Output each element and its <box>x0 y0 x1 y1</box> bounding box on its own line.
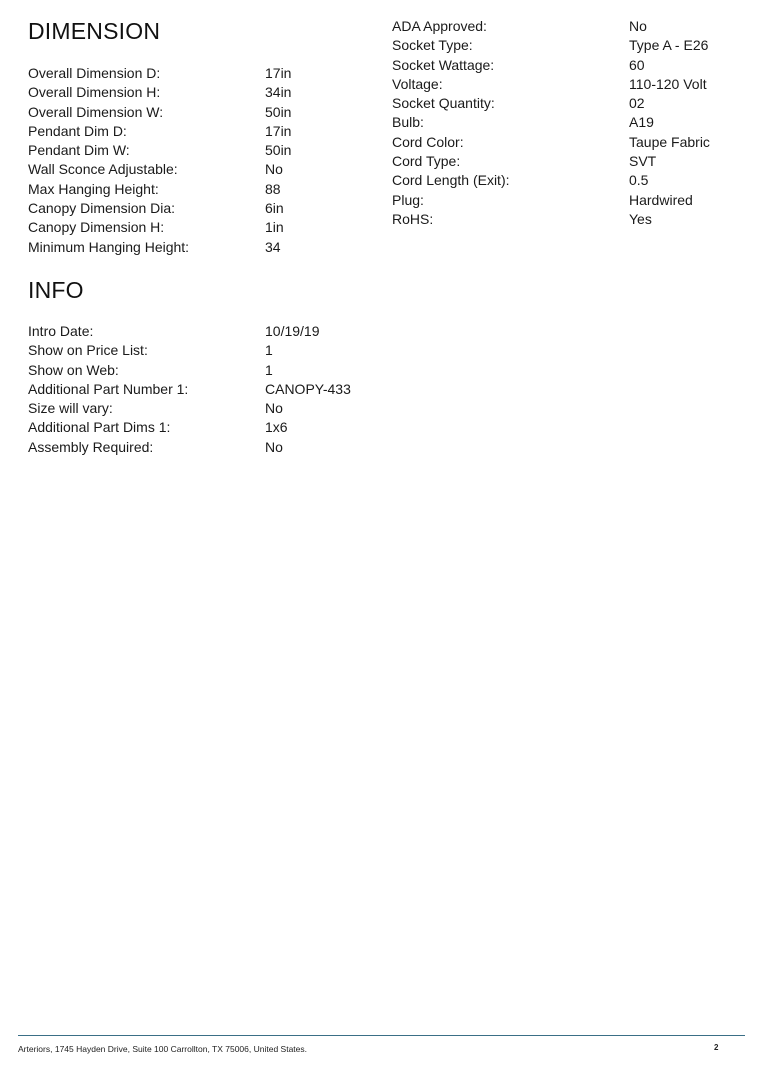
spec-row <box>28 438 351 457</box>
spec-row <box>392 56 710 75</box>
spec-value: A19 <box>629 114 654 131</box>
spec-row <box>392 17 710 36</box>
spec-value: 0.5 <box>629 172 649 189</box>
spec-value: 17in <box>265 65 292 81</box>
spec-value: 1 <box>265 342 273 359</box>
spec-row <box>28 418 351 437</box>
spec-value: No <box>629 18 647 34</box>
spec-label: Bulb: <box>392 114 424 131</box>
page-number: 2 <box>714 1043 719 1052</box>
footer-address: Arteriors, 1745 Hayden Drive, Suite 100 Carrollton, TX 75006, United States. <box>18 1044 307 1054</box>
spec-label: Voltage: <box>392 75 443 92</box>
spec-row <box>392 171 710 190</box>
spec-row <box>392 210 710 229</box>
spec-value: 50in <box>265 103 292 120</box>
spec-row <box>28 399 351 418</box>
spec-value: Taupe Fabric <box>629 133 710 150</box>
spec-label: Canopy Dimension Dia: <box>28 200 176 217</box>
footer-divider <box>18 1035 745 1036</box>
spec-label: Socket Quantity: <box>392 95 495 112</box>
spec-row <box>28 380 351 399</box>
spec-label: Show on Price List: <box>28 342 148 359</box>
spec-label: Pendant Dim W: <box>28 142 130 159</box>
spec-label: Pendant Dim D: <box>28 122 127 139</box>
spec-value: 88 <box>265 180 281 197</box>
spec-row <box>28 103 291 122</box>
spec-value: Yes <box>629 210 652 227</box>
spec-value: 34 <box>265 238 281 255</box>
spec-value: No <box>265 438 283 455</box>
spec-label: Overall Dimension W: <box>28 103 164 120</box>
spec-value: No <box>265 400 283 417</box>
spec-row <box>28 122 291 141</box>
spec-row <box>392 133 710 152</box>
spec-label: RoHS: <box>392 210 434 227</box>
spec-label: ADA Approved: <box>392 18 487 34</box>
spec-row <box>392 113 710 132</box>
info-heading: INFO <box>28 277 84 303</box>
spec-row <box>28 341 351 360</box>
spec-label: Overall Dimension H: <box>28 84 161 101</box>
spec-label: Plug: <box>392 191 424 208</box>
info-list <box>28 322 351 457</box>
spec-value: Type A - E26 <box>629 37 709 54</box>
spec-value: 1x6 <box>265 419 288 436</box>
spec-label: Cord Length (Exit): <box>392 172 510 189</box>
spec-row <box>392 191 710 210</box>
spec-value: 1in <box>265 219 284 236</box>
spec-value: 34in <box>265 84 292 101</box>
spec-row <box>392 36 710 55</box>
spec-value: 10/19/19 <box>265 323 320 339</box>
spec-value: 60 <box>629 56 645 73</box>
spec-row <box>28 361 351 380</box>
spec-row <box>28 218 291 237</box>
spec-label: Wall Sconce Adjustable: <box>28 161 178 178</box>
spec-row <box>392 152 710 171</box>
spec-label: Canopy Dimension H: <box>28 219 165 236</box>
spec-label: Socket Wattage: <box>392 56 495 73</box>
spec-row <box>392 94 710 113</box>
spec-label: Show on Web: <box>28 361 119 378</box>
spec-value: 1 <box>265 361 273 378</box>
spec-label: Cord Type: <box>392 153 461 170</box>
spec-label: Socket Type: <box>392 37 473 54</box>
spec-label: Cord Color: <box>392 133 464 150</box>
spec-row <box>28 141 291 160</box>
spec-label: Assembly Required: <box>28 438 154 455</box>
spec-value: SVT <box>629 153 657 170</box>
spec-value: 02 <box>629 95 645 112</box>
spec-row <box>28 322 351 341</box>
spec-row <box>28 160 291 179</box>
spec-value: Hardwired <box>629 191 693 208</box>
dimension-heading: DIMENSION <box>28 18 161 44</box>
spec-label: Additional Part Number 1: <box>28 380 189 397</box>
spec-value: 17in <box>265 122 292 139</box>
specs-list <box>392 17 710 229</box>
spec-label: Size will vary: <box>28 400 113 417</box>
spec-label: Intro Date: <box>28 323 94 339</box>
spec-label: Max Hanging Height: <box>28 180 159 197</box>
spec-label: Minimum Hanging Height: <box>28 238 190 255</box>
spec-value: No <box>265 161 283 178</box>
spec-value: 110-120 Volt <box>629 75 707 92</box>
spec-label: Additional Part Dims 1: <box>28 419 171 436</box>
dimension-list <box>28 64 291 257</box>
spec-label: Overall Dimension D: <box>28 65 161 81</box>
spec-row <box>28 180 291 199</box>
spec-row <box>28 64 291 83</box>
spec-value: 50in <box>265 142 292 159</box>
spec-value: 6in <box>265 200 284 217</box>
spec-row <box>392 75 710 94</box>
spec-row <box>28 83 291 102</box>
spec-row <box>28 238 291 257</box>
spec-value: CANOPY-433 <box>265 380 351 397</box>
spec-row <box>28 199 291 218</box>
